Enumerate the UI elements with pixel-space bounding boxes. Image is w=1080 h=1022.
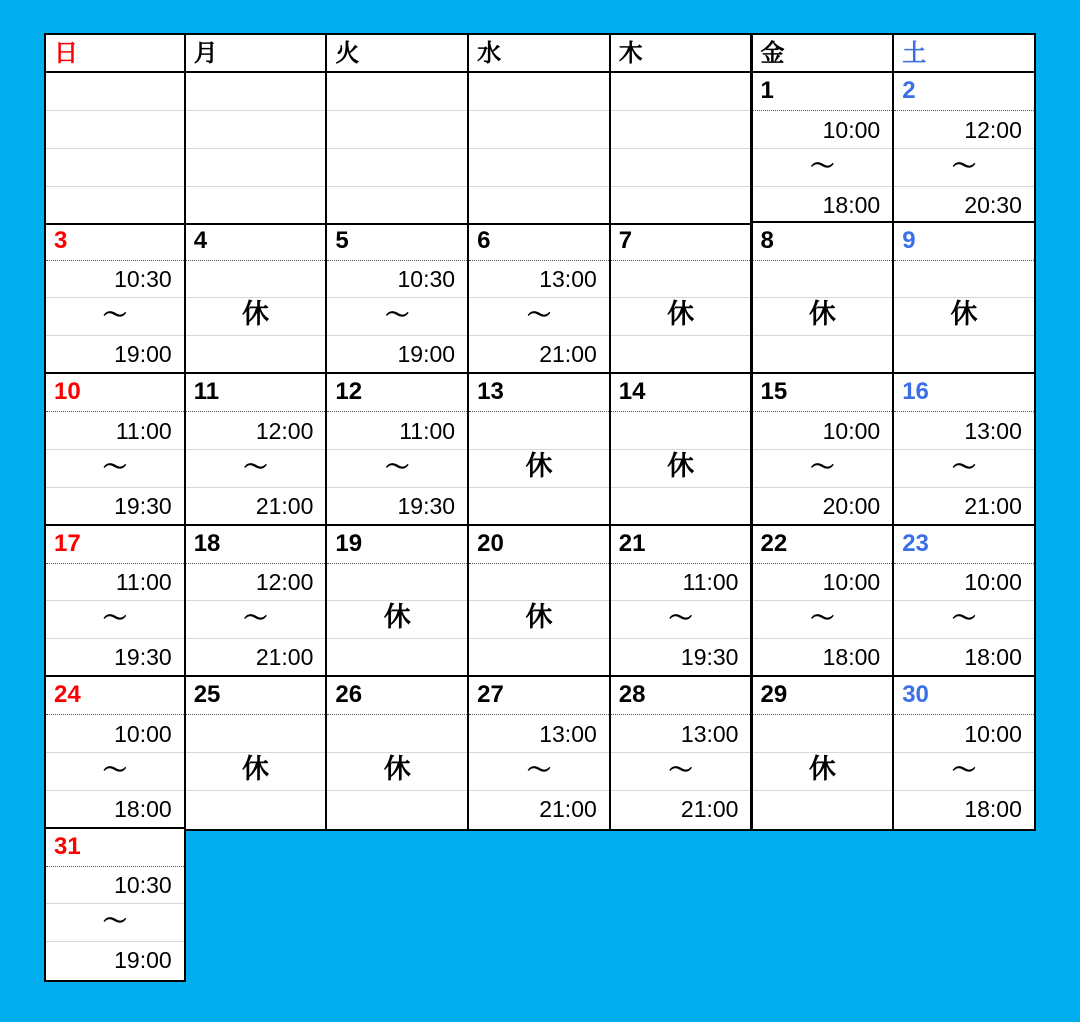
closed-label: 休: [808, 753, 836, 784]
date-divider: [186, 714, 326, 715]
open-time: 10:30: [397, 266, 456, 293]
empty-day-cell: [44, 71, 186, 225]
close-time: 20:00: [822, 492, 881, 519]
tilde-separator: ～: [952, 756, 977, 784]
day-number: 25: [193, 681, 221, 708]
day-cell: [44, 827, 186, 983]
date-divider: [469, 260, 609, 261]
day-cell: [892, 71, 1036, 225]
close-time: 18:00: [114, 795, 172, 822]
date-divider: [327, 260, 467, 261]
open-time: 11:00: [682, 569, 739, 596]
open-time: 12:00: [964, 116, 1022, 143]
day-number: 14: [618, 378, 646, 405]
weekday-label: 月: [193, 40, 218, 67]
weekday-header-3: [467, 33, 611, 73]
date-divider: [611, 260, 751, 261]
row-gridline: [46, 110, 184, 111]
day-cell: [44, 524, 186, 680]
closed-label: 休: [808, 299, 836, 330]
tilde-separator: ～: [385, 453, 410, 481]
weekday-header-6: [892, 33, 1036, 73]
row-gridline: [611, 110, 751, 111]
date-divider: [611, 563, 751, 564]
close-time: 18:00: [964, 644, 1022, 671]
weekday-label: 日: [54, 40, 78, 67]
tilde-separator: ～: [668, 756, 693, 784]
row-gridline: [46, 186, 184, 187]
date-divider: [753, 260, 893, 261]
date-divider: [469, 411, 609, 412]
closed-label: 休: [525, 450, 553, 481]
day-cell: [467, 372, 611, 528]
tilde-separator: ～: [810, 605, 835, 633]
day-cell: [751, 675, 895, 831]
weekday-label: 火: [335, 40, 360, 67]
close-time: 19:30: [114, 644, 172, 671]
date-divider: [186, 563, 326, 564]
row-gridline: [327, 148, 467, 149]
tilde-separator: ～: [526, 302, 551, 330]
tilde-separator: ～: [243, 605, 268, 633]
date-divider: [327, 411, 467, 412]
day-number: 6: [477, 226, 491, 254]
row-gridline: [186, 790, 326, 791]
date-divider: [753, 110, 893, 111]
day-cell: [609, 372, 753, 528]
row-gridline: [46, 148, 184, 149]
close-time: 19:30: [680, 644, 739, 671]
weekday-header-4: [609, 33, 753, 73]
row-gridline: [186, 110, 326, 111]
row-gridline: [469, 110, 609, 111]
day-number: 23: [902, 529, 929, 557]
closed-label: 休: [525, 602, 553, 633]
day-cell: [892, 372, 1036, 528]
day-cell: [609, 524, 753, 680]
row-gridline: [327, 110, 467, 111]
weekday-label: 木: [618, 40, 643, 67]
day-number: 2: [902, 77, 916, 104]
empty-day-cell: [325, 71, 469, 225]
day-number: 21: [618, 529, 646, 557]
day-number: 1: [760, 77, 774, 104]
date-divider: [753, 411, 893, 412]
day-number: 9: [902, 226, 916, 254]
tilde-separator: ～: [243, 453, 268, 481]
day-number: 8: [760, 226, 774, 254]
tilde-separator: ～: [952, 453, 977, 481]
day-number: 16: [902, 378, 929, 405]
open-time: 13:00: [964, 417, 1022, 444]
day-number: 15: [760, 378, 788, 405]
day-number: 11: [193, 378, 220, 405]
day-number: 18: [193, 529, 221, 557]
closed-label: 休: [242, 299, 270, 330]
row-gridline: [186, 335, 326, 336]
date-divider: [894, 714, 1034, 715]
row-gridline: [894, 335, 1034, 336]
day-cell: [751, 372, 895, 528]
row-gridline: [186, 186, 326, 187]
open-time: 10:00: [822, 116, 881, 143]
closed-label: 休: [667, 299, 695, 330]
weekday-header-1: [184, 33, 328, 73]
close-time: 20:30: [964, 191, 1022, 218]
open-time: 10:00: [964, 569, 1022, 596]
open-time: 11:00: [399, 417, 456, 444]
tilde-separator: ～: [810, 453, 835, 481]
tilde-separator: ～: [952, 605, 977, 633]
empty-day-cell: [184, 71, 328, 225]
row-gridline: [611, 335, 751, 336]
open-time: 10:00: [822, 569, 881, 596]
day-cell: [467, 221, 611, 377]
weekday-label: 金: [760, 40, 785, 67]
tilde-separator: ～: [102, 756, 127, 784]
day-cell: [892, 675, 1036, 831]
day-number: 17: [54, 529, 81, 557]
row-gridline: [469, 638, 609, 639]
day-cell: [184, 675, 328, 831]
closed-label: 休: [383, 753, 411, 784]
open-time: 11:00: [115, 417, 172, 444]
day-cell: [325, 221, 469, 377]
open-time: 10:00: [114, 720, 172, 747]
weekday-label: 土: [902, 40, 927, 67]
open-time: 10:00: [964, 720, 1022, 747]
day-cell: [44, 221, 186, 377]
close-time: 18:00: [964, 795, 1022, 822]
row-gridline: [611, 186, 751, 187]
day-cell: [325, 372, 469, 528]
date-divider: [46, 260, 184, 261]
weekday-header-5: [751, 33, 895, 73]
date-divider: [186, 260, 326, 261]
day-cell: [325, 524, 469, 680]
closed-label: 休: [383, 602, 411, 633]
day-cell: [892, 524, 1036, 680]
date-divider: [46, 411, 184, 412]
day-cell: [44, 675, 186, 831]
day-cell: [467, 524, 611, 680]
close-time: 19:00: [114, 341, 172, 368]
day-number: 3: [54, 226, 68, 254]
closed-label: 休: [242, 753, 270, 784]
open-time: 12:00: [255, 417, 314, 444]
day-number: 20: [477, 529, 504, 557]
empty-day-cell: [467, 71, 611, 225]
day-cell: [751, 71, 895, 225]
close-time: 19:30: [114, 492, 172, 519]
day-cell: [892, 221, 1036, 377]
open-time: 13:00: [680, 720, 739, 747]
close-time: 19:00: [114, 947, 172, 974]
tilde-separator: ～: [102, 453, 127, 481]
tilde-separator: ～: [102, 605, 127, 633]
day-number: 27: [477, 681, 504, 708]
date-divider: [894, 110, 1034, 111]
day-cell: [609, 221, 753, 377]
close-time: 19:30: [397, 492, 456, 519]
open-time: 10:30: [114, 872, 172, 899]
weekday-header-0: [44, 33, 186, 73]
day-cell: [184, 372, 328, 528]
day-cell: [751, 524, 895, 680]
open-time: 11:00: [115, 569, 172, 596]
row-gridline: [186, 148, 326, 149]
monthly-schedule-calendar: [44, 33, 1035, 981]
open-time: 13:00: [539, 266, 597, 293]
date-divider: [469, 714, 609, 715]
tilde-separator: ～: [385, 302, 410, 330]
tilde-separator: ～: [952, 152, 977, 180]
date-divider: [327, 563, 467, 564]
row-gridline: [469, 186, 609, 187]
date-divider: [894, 260, 1034, 261]
close-time: 21:00: [539, 795, 597, 822]
closed-label: 休: [667, 450, 695, 481]
date-divider: [894, 563, 1034, 564]
day-number: 13: [477, 378, 504, 405]
row-gridline: [753, 335, 893, 336]
row-gridline: [327, 186, 467, 187]
close-time: 21:00: [255, 644, 314, 671]
date-divider: [611, 411, 751, 412]
row-gridline: [469, 487, 609, 488]
day-number: 12: [335, 378, 363, 405]
date-divider: [46, 714, 184, 715]
weekday-label: 水: [477, 40, 502, 67]
day-number: 7: [618, 226, 633, 254]
tilde-separator: ～: [102, 908, 127, 936]
date-divider: [753, 563, 893, 564]
open-time: 12:00: [255, 569, 314, 596]
close-time: 18:00: [822, 191, 881, 218]
day-number: 4: [193, 226, 208, 254]
row-gridline: [753, 790, 893, 791]
date-divider: [186, 411, 326, 412]
row-gridline: [611, 487, 751, 488]
open-time: 13:00: [539, 720, 597, 747]
weekday-header-2: [325, 33, 469, 73]
day-number: 26: [335, 681, 363, 708]
day-cell: [44, 372, 186, 528]
day-number: 24: [54, 681, 81, 708]
close-time: 18:00: [822, 644, 881, 671]
date-divider: [753, 714, 893, 715]
open-time: 10:00: [822, 417, 881, 444]
day-cell: [184, 524, 328, 680]
row-gridline: [327, 790, 467, 791]
day-number: 29: [760, 681, 788, 708]
date-divider: [327, 714, 467, 715]
date-divider: [46, 866, 184, 867]
day-cell: [751, 221, 895, 377]
date-divider: [894, 411, 1034, 412]
close-time: 21:00: [964, 492, 1022, 519]
date-divider: [469, 563, 609, 564]
row-gridline: [469, 148, 609, 149]
date-divider: [611, 714, 751, 715]
close-time: 21:00: [539, 341, 597, 368]
day-number: 10: [54, 378, 81, 405]
date-divider: [46, 563, 184, 564]
close-time: 21:00: [680, 795, 739, 822]
day-number: 5: [335, 226, 349, 254]
day-number: 22: [760, 529, 788, 557]
day-cell: [184, 221, 328, 377]
day-cell: [325, 675, 469, 831]
tilde-separator: ～: [668, 605, 693, 633]
day-number: 30: [902, 681, 929, 708]
row-gridline: [327, 638, 467, 639]
tilde-separator: ～: [102, 302, 127, 330]
day-cell: [609, 675, 753, 831]
tilde-separator: ～: [810, 152, 835, 180]
day-number: 19: [335, 529, 363, 557]
tilde-separator: ～: [526, 756, 551, 784]
empty-day-cell: [609, 71, 753, 225]
day-number: 31: [54, 832, 81, 860]
closed-label: 休: [950, 299, 978, 330]
close-time: 19:00: [397, 341, 456, 368]
day-number: 28: [618, 681, 646, 708]
close-time: 21:00: [255, 492, 314, 519]
open-time: 10:30: [114, 266, 172, 293]
row-gridline: [611, 148, 751, 149]
day-cell: [467, 675, 611, 831]
